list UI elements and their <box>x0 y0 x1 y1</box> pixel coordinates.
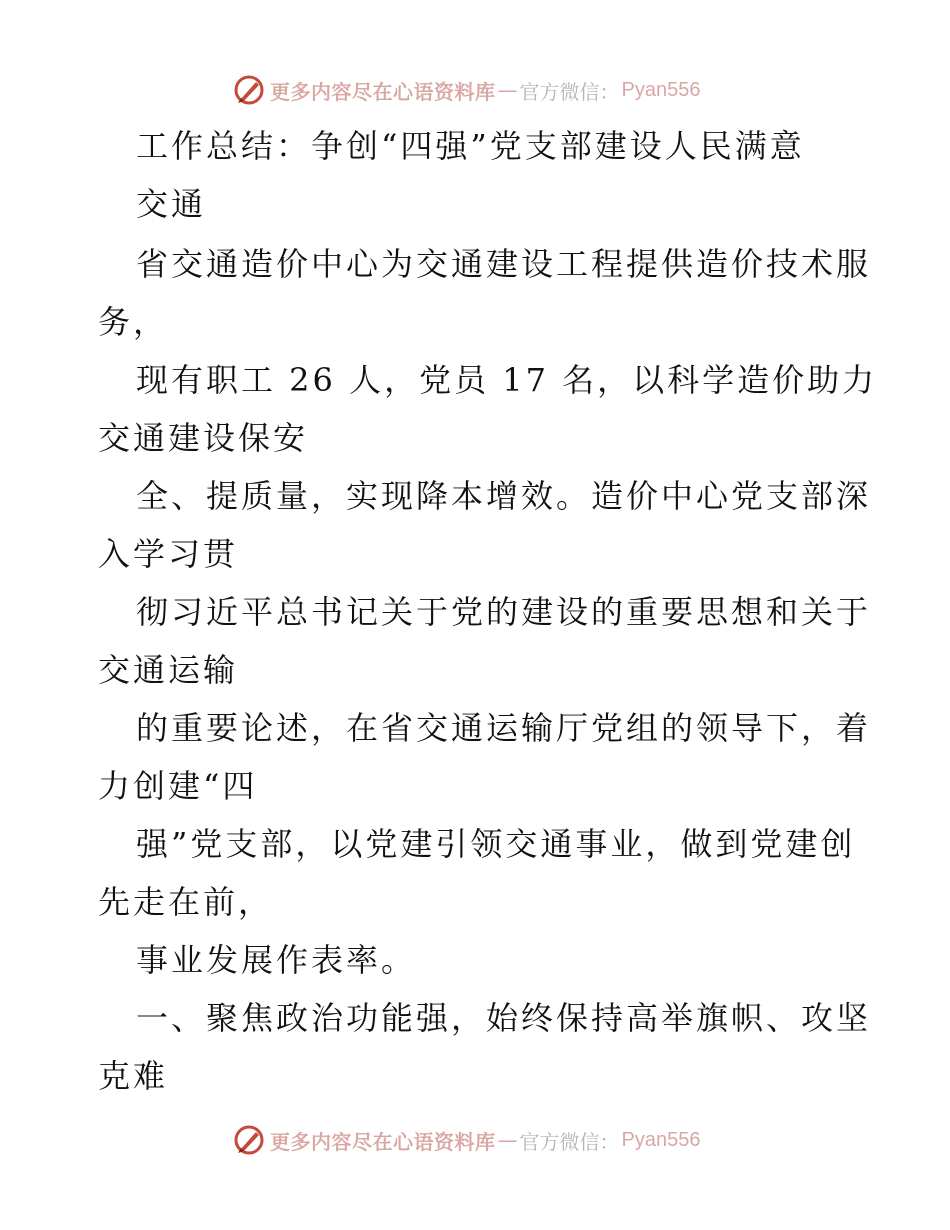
body-line: 先走在前， <box>98 883 274 921</box>
footer-watermark <box>232 1122 722 1158</box>
body-line: 交通建设保安 <box>98 419 309 457</box>
body-line: 彻习近平总书记关于党的建设的重要思想和关于 <box>136 593 872 631</box>
body-line: 强”党支部，以党建引领交通事业，做到党建创 <box>136 825 856 863</box>
body-line: 事业发展作表率。 <box>136 941 417 979</box>
watermark-main-text: 更多内容尽在心语资料库 <box>270 79 496 104</box>
header-watermark <box>232 72 722 108</box>
pen-logo-icon <box>232 1123 266 1157</box>
watermark-separator: — <box>497 78 518 102</box>
watermark-main-text: 更多内容尽在心语资料库 <box>270 1129 496 1154</box>
title-line-2: 交通 <box>136 185 207 223</box>
body-line: 力创建“四 <box>98 767 258 805</box>
body-line: 入学习贯 <box>98 535 239 573</box>
body-line: 省交通造价中心为交通建设工程提供造价技术服 <box>136 245 872 283</box>
watermark-wechat-label: 官方微信： <box>519 79 620 104</box>
body-line: 务， <box>98 303 169 341</box>
watermark-wechat-id: Pyan556 <box>621 1128 701 1151</box>
section-heading-line: 克难 <box>98 1057 169 1095</box>
watermark-wechat-id: Pyan556 <box>621 78 701 101</box>
body-line: 现有职工 26 人，党员 17 名，以科学造价助力 <box>136 361 878 399</box>
section-heading-line: 一、聚焦政治功能强，始终保持高举旗帜、攻坚 <box>136 999 872 1037</box>
title-line-1: 工作总结：争创“四强”党支部建设人民满意 <box>136 127 805 165</box>
body-line: 全、提质量，实现降本增效。造价中心党支部深 <box>136 477 872 515</box>
pen-logo-icon <box>232 73 266 107</box>
body-line: 交通运输 <box>98 651 239 689</box>
watermark-separator: — <box>497 1128 518 1152</box>
body-line: 的重要论述，在省交通运输厅党组的领导下，着 <box>136 709 872 747</box>
watermark-wechat-label: 官方微信： <box>519 1129 620 1154</box>
